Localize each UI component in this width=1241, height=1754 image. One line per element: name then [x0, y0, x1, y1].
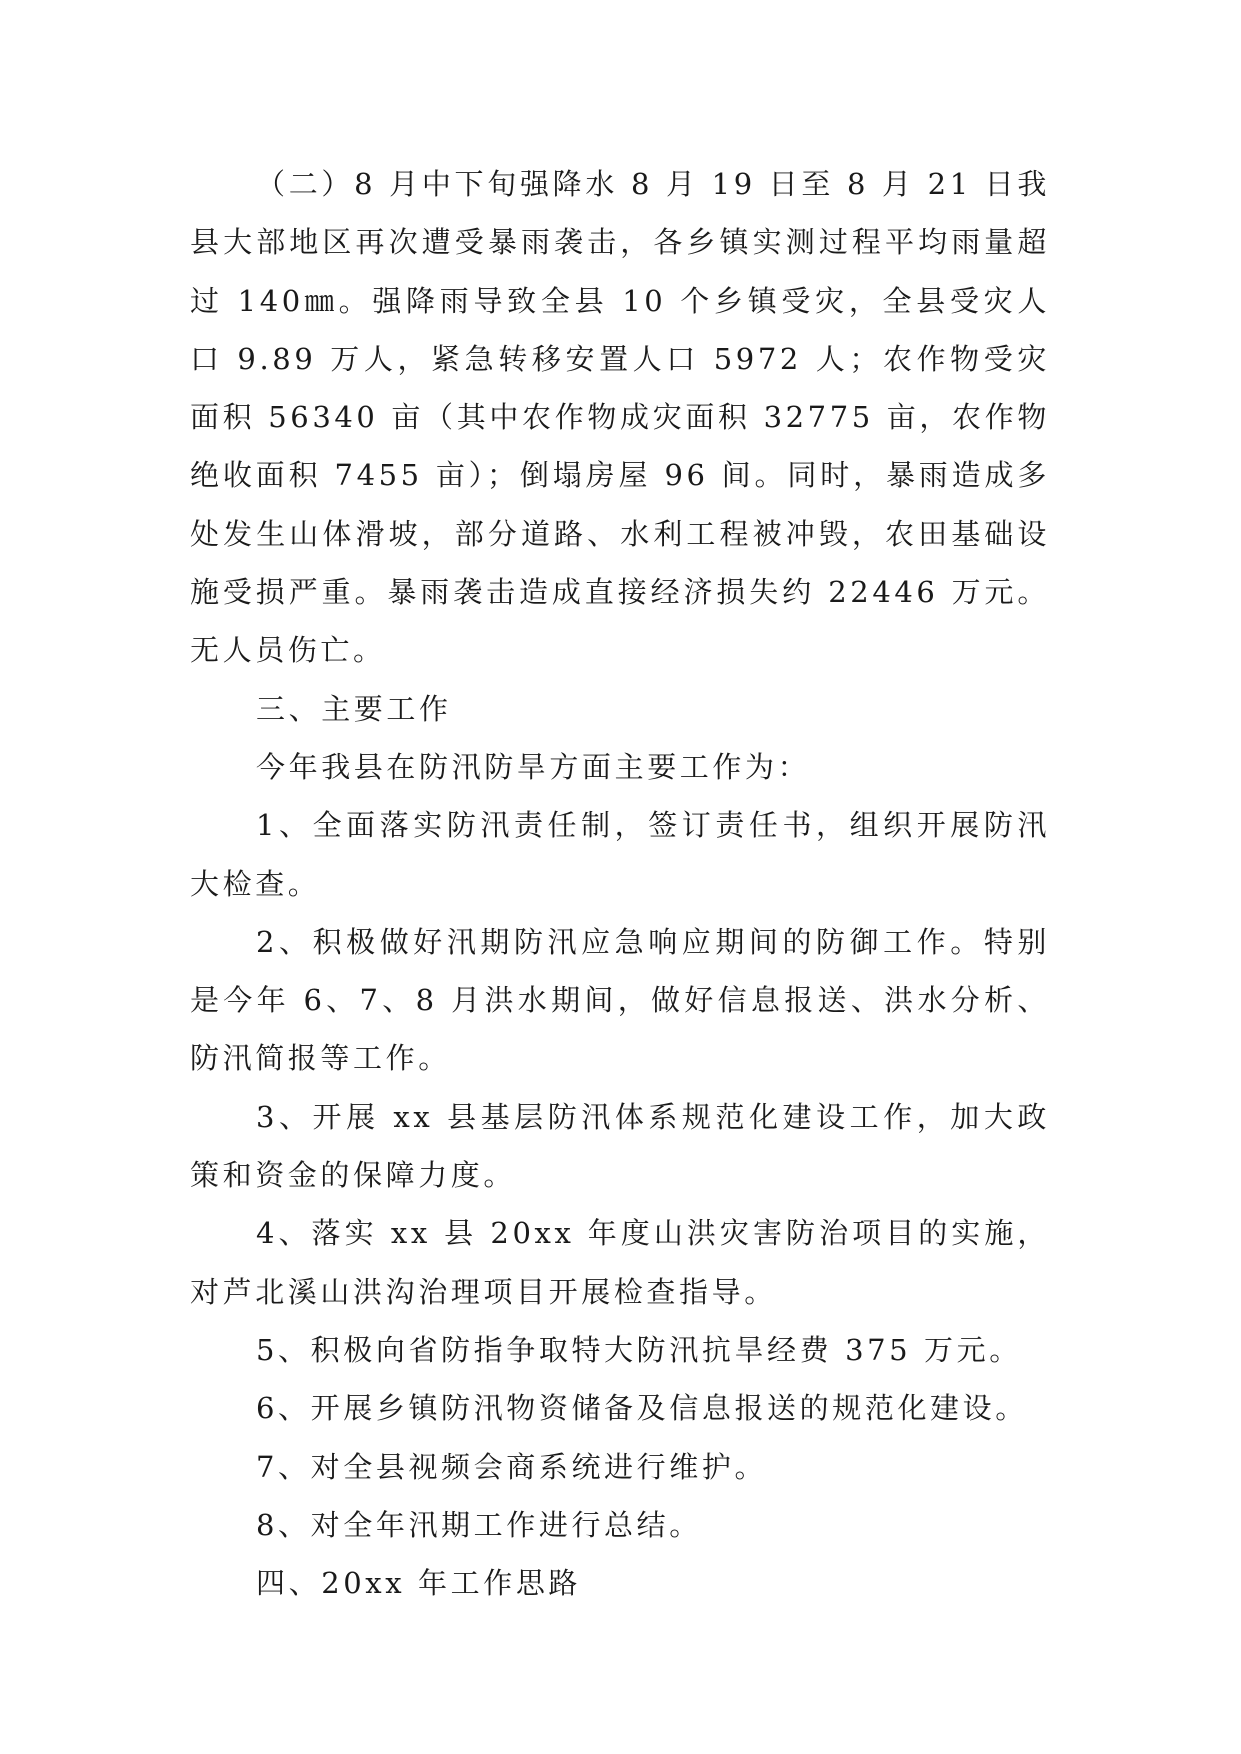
paragraph-work-intro: 今年我县在防汛防旱方面主要工作为：	[256, 749, 811, 784]
paragraph-heavy-rain-aug: （二）8 月中下旬强降水 8 月 19 日至 8 月 21 日我县大部地区再次遭受暴雨袭击，各乡镇实测过程平均雨量超过 140㎜。强降雨导致全县 10 个乡镇受灾，全县受灾人口 9.89 万人，紧急转移安置人口 5972 人；农作物受灾面积 56340 亩（其中农作物成灾面积 32775 亩，农作物绝收面积 7455 亩）；倒塌房屋 96 间。同时，暴雨造成多处发生山体滑坡，部分道路、水利工程被冲毁，农田基础设施受损严重。暴雨袭击造成直接经济损失约 22446 万元。无人员伤亡。	[190, 167, 1050, 668]
document-body	[190, 155, 1050, 1612]
list-item-5: 5、积极向省防指争取特大防汛抗旱经费 375 万元。	[256, 1332, 1022, 1367]
heading-main-work: 三、主要工作	[256, 691, 452, 726]
heading-work-plan: 四、20xx 年工作思路	[256, 1566, 582, 1601]
list-item-2: 2、积极做好汛期防汛应急响应期间的防御工作。特别是今年 6、7、8 月洪水期间，做好信息报送、洪水分析、防汛简报等工作。	[190, 924, 1050, 1076]
list-item-3: 3、开展 xx 县基层防汛体系规范化建设工作，加大政策和资金的保障力度。	[190, 1099, 1050, 1193]
list-item-8: 8、对全年汛期工作进行总结。	[256, 1507, 702, 1542]
list-item-4: 4、落实 xx 县 20xx 年度山洪灾害防治项目的实施，对芦北溪山洪沟治理项目开展检查指导。	[190, 1216, 1050, 1309]
list-item-6: 6、开展乡镇防汛物资储备及信息报送的规范化建设。	[256, 1391, 1028, 1426]
list-item-1: 1、全面落实防汛责任制，签订责任书，组织开展防汛大检查。	[190, 808, 1050, 901]
list-item-7: 7、对全县视频会商系统进行维护。	[256, 1449, 768, 1484]
